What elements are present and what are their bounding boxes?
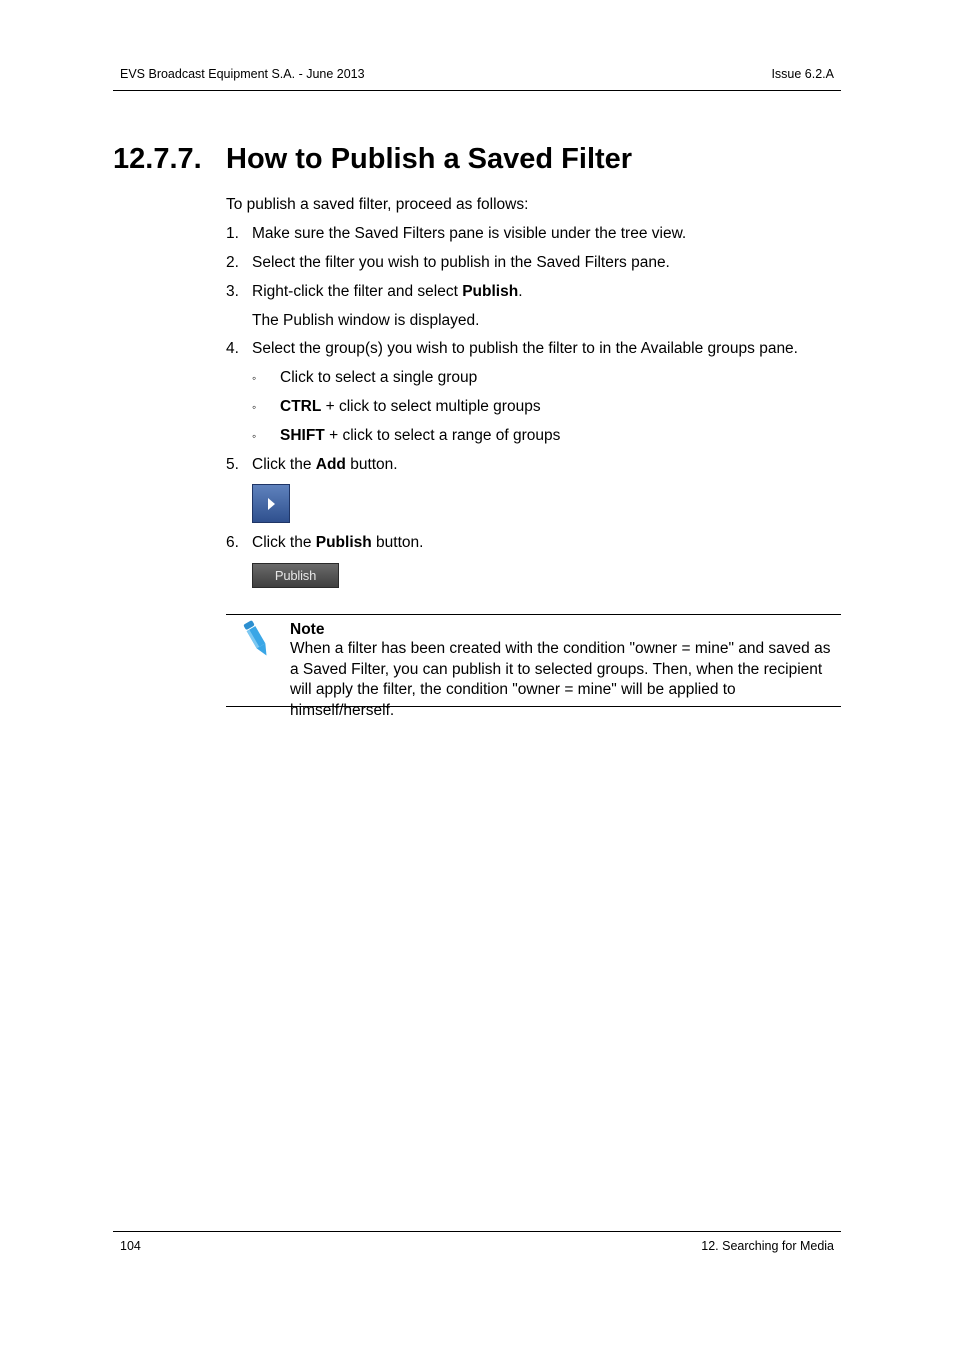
publish-label: Publish [315,534,372,551]
key-shift: SHIFT [280,427,325,444]
page-number: 104 [120,1239,141,1253]
note-top-rule [226,614,841,615]
step-number: 6. [226,534,239,551]
menu-command-publish: Publish [462,283,519,300]
bullet-marker: ◦ [252,371,257,385]
section-number: 12.7.7. [113,143,202,175]
bullet-text: Click to select a single group [280,369,478,386]
key-ctrl: CTRL [280,398,322,415]
header-rule [113,90,841,91]
step-text: Click the Add button. [252,456,398,473]
header-right: Issue 6.2.A [771,67,834,81]
step-text: Right-click the filter and select Publish. [252,283,523,300]
step-number: 1. [226,225,239,242]
footer-rule [113,1231,841,1232]
step-number: 5. [226,456,239,473]
bullet-text: SHIFT + click to select a range of groups [280,427,561,444]
bullet-marker: ◦ [252,429,257,443]
step-number: 3. [226,283,239,300]
bullet-text: CTRL + click to select multiple groups [280,398,541,415]
step-text: Make sure the Saved Filters pane is visible under the tree view. [252,225,687,242]
note-body: When a filter has been created with the condition "owner = mine" and saved as a Saved Filter, you can publish it to selected groups. Then, when the recipient will apply the filter, the condition "owner = mine" will be applied to himself/herself. [290,640,831,719]
header-left: EVS Broadcast Equipment S.A. - June 2013 [120,67,365,81]
intro-text: To publish a saved filter, proceed as follows: [226,196,529,213]
note-title: Note [290,621,325,638]
step-text: Select the group(s) you wish to publish the filter to in the Available groups pane. [252,340,798,357]
footer-chapter: 12. Searching for Media [701,1239,834,1253]
publish-button[interactable]: Publish [252,563,339,588]
step-number: 4. [226,340,239,357]
note-bottom-rule [226,706,841,707]
bullet-marker: ◦ [252,400,257,414]
step-result-text: The Publish window is displayed. [252,312,480,329]
step-text: Select the filter you wish to publish in the Saved Filters pane. [252,254,670,271]
add-label: Add [315,456,346,473]
add-button[interactable] [252,484,290,523]
pencil-note-icon [240,618,274,660]
section-title: How to Publish a Saved Filter [226,143,633,175]
step-number: 2. [226,254,239,271]
arrow-right-icon [268,498,275,510]
step-text: Click the Publish button. [252,534,424,551]
